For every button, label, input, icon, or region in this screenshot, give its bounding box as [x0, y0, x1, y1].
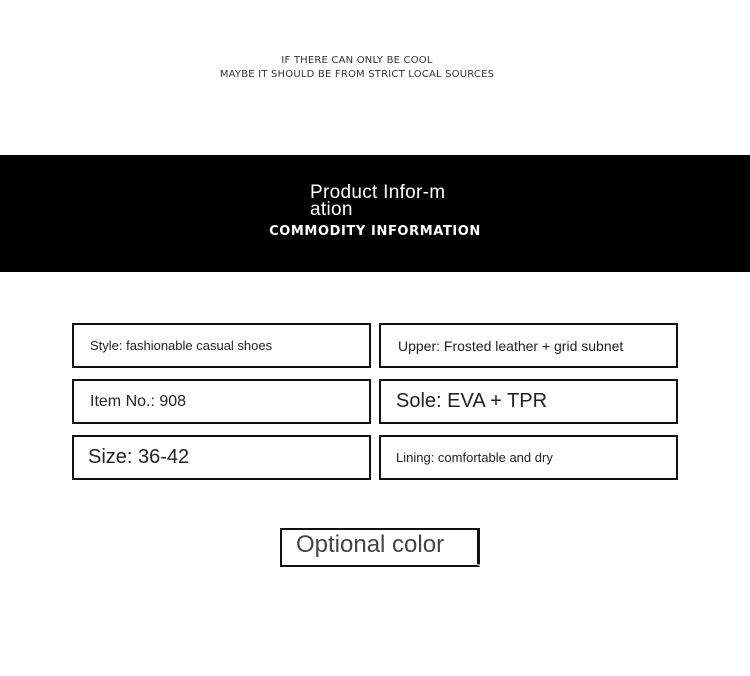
banner-subtitle: COMMODITY INFORMATION — [269, 224, 481, 239]
info-style: Style: fashionable casual shoes — [72, 323, 371, 368]
info-upper: Upper: Frosted leather + grid subnet — [379, 323, 678, 368]
tagline-line-2: MAYBE IT SHOULD BE FROM STRICT LOCAL SOURCES — [219, 69, 495, 80]
optional-color-label: Optional color — [296, 531, 445, 558]
info-item-no: Item No.: 908 — [72, 379, 371, 424]
banner-title: Product Infor-mation — [310, 182, 446, 220]
tagline-line-1: IF THERE CAN ONLY BE COOL — [281, 55, 433, 66]
optional-color-box — [280, 528, 480, 567]
info-lining: Lining: comfortable and dry — [379, 435, 678, 480]
info-sole: Sole: EVA + TPR — [379, 379, 678, 424]
info-size: Size: 36-42 — [72, 435, 371, 480]
optional-color-divider — [477, 528, 480, 564]
